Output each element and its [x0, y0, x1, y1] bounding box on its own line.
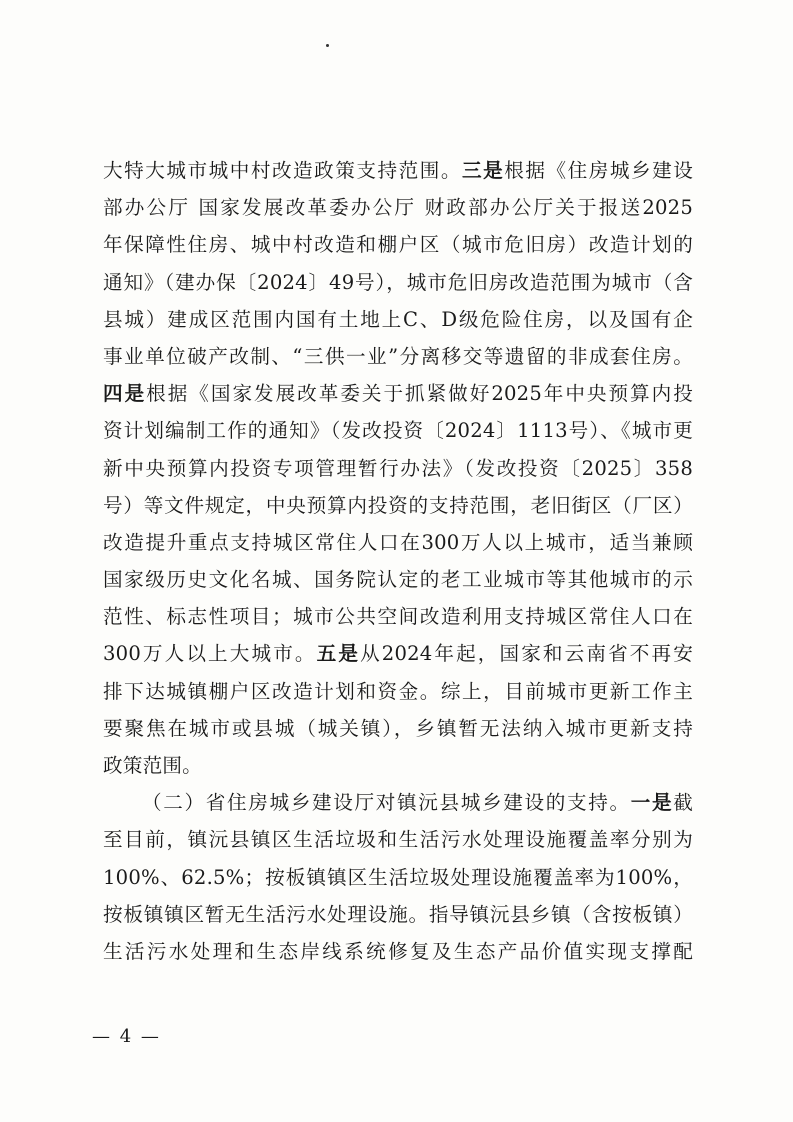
bold-keyword: 三是: [462, 159, 505, 182]
text-line: 国家级历史文化名城、国务院认定的老工业城市等其他城市的示: [103, 568, 693, 592]
text-line: 排下达城镇棚户区改造计划和资金。综上，目前城市更新工作主: [103, 679, 693, 703]
body-text: [103, 152, 693, 970]
text-line: 号）等文件规定，中央预算内投资的支持范围，老旧街区（厂区）: [103, 493, 693, 517]
text-line: 事业单位破产改制、“三供一业”分离移交等遗留的非成套住房。: [103, 344, 693, 368]
section-heading: （二）省住房城乡建设厅对镇沅县城乡建设的支持。: [142, 791, 631, 815]
text-line: 年保障性住房、城中村改造和棚户区（城市危旧房）改造计划的: [103, 233, 693, 257]
text-line: 按板镇镇区暂无生活污水处理设施。指导镇沅县乡镇（含按板镇）: [103, 902, 693, 926]
text-line: 部办公厅 国家发展改革委办公厅 财政部办公厅关于报送2025: [103, 196, 693, 220]
text-line: 范性、标志性项目；城市公共空间改造利用支持城区常住人口在: [103, 605, 693, 629]
text-line: 生活污水处理和生态岸线系统修复及生态产品价值实现支撑配: [103, 939, 693, 963]
text-line: 新中央预算内投资专项管理暂行办法》（发改投资〔2025〕358: [103, 456, 693, 480]
text-line: 要聚焦在城市或县城（城关镇），乡镇暂无法纳入城市更新支持: [103, 716, 693, 740]
text-line: 100%、62.5%；按板镇镇区生活垃圾处理设施覆盖率为100%，: [103, 865, 693, 889]
bold-keyword: 一是: [630, 791, 674, 815]
text-line: 大特大城市城中村改造政策支持范围。三是根据《住房城乡建设: [103, 159, 694, 182]
text-line: 改造提升重点支持城区常住人口在300万人以上城市，适当兼顾: [103, 530, 693, 554]
text-line: 县城）建成区范围内国有土地上C、D级危险住房，以及国有企: [103, 307, 693, 331]
text-line: 政策范围。: [103, 754, 202, 777]
section-heading-line: （二）省住房城乡建设厅对镇沅县城乡建设的支持。一是截: [142, 791, 693, 815]
page-number: — 4 —: [92, 1026, 161, 1047]
bold-keyword: 四是: [103, 382, 147, 406]
bold-keyword: 五是: [316, 642, 361, 666]
text-line: 通知》（建办保〔2024〕49号），城市危旧房改造范围为城市（含: [103, 270, 693, 294]
scan-speck: [326, 44, 329, 47]
text-line: 300万人以上大城市。五是从2024年起，国家和云南省不再安: [103, 642, 693, 666]
text-line: 资计划编制工作的通知》（发改投资〔2024〕1113号）、《城市更: [103, 419, 693, 443]
text-line: 四是根据《国家发展改革委关于抓紧做好2025年中央预算内投: [103, 382, 694, 406]
text-line: 至目前，镇沅县镇区生活垃圾和生活污水处理设施覆盖率分别为: [103, 828, 693, 852]
